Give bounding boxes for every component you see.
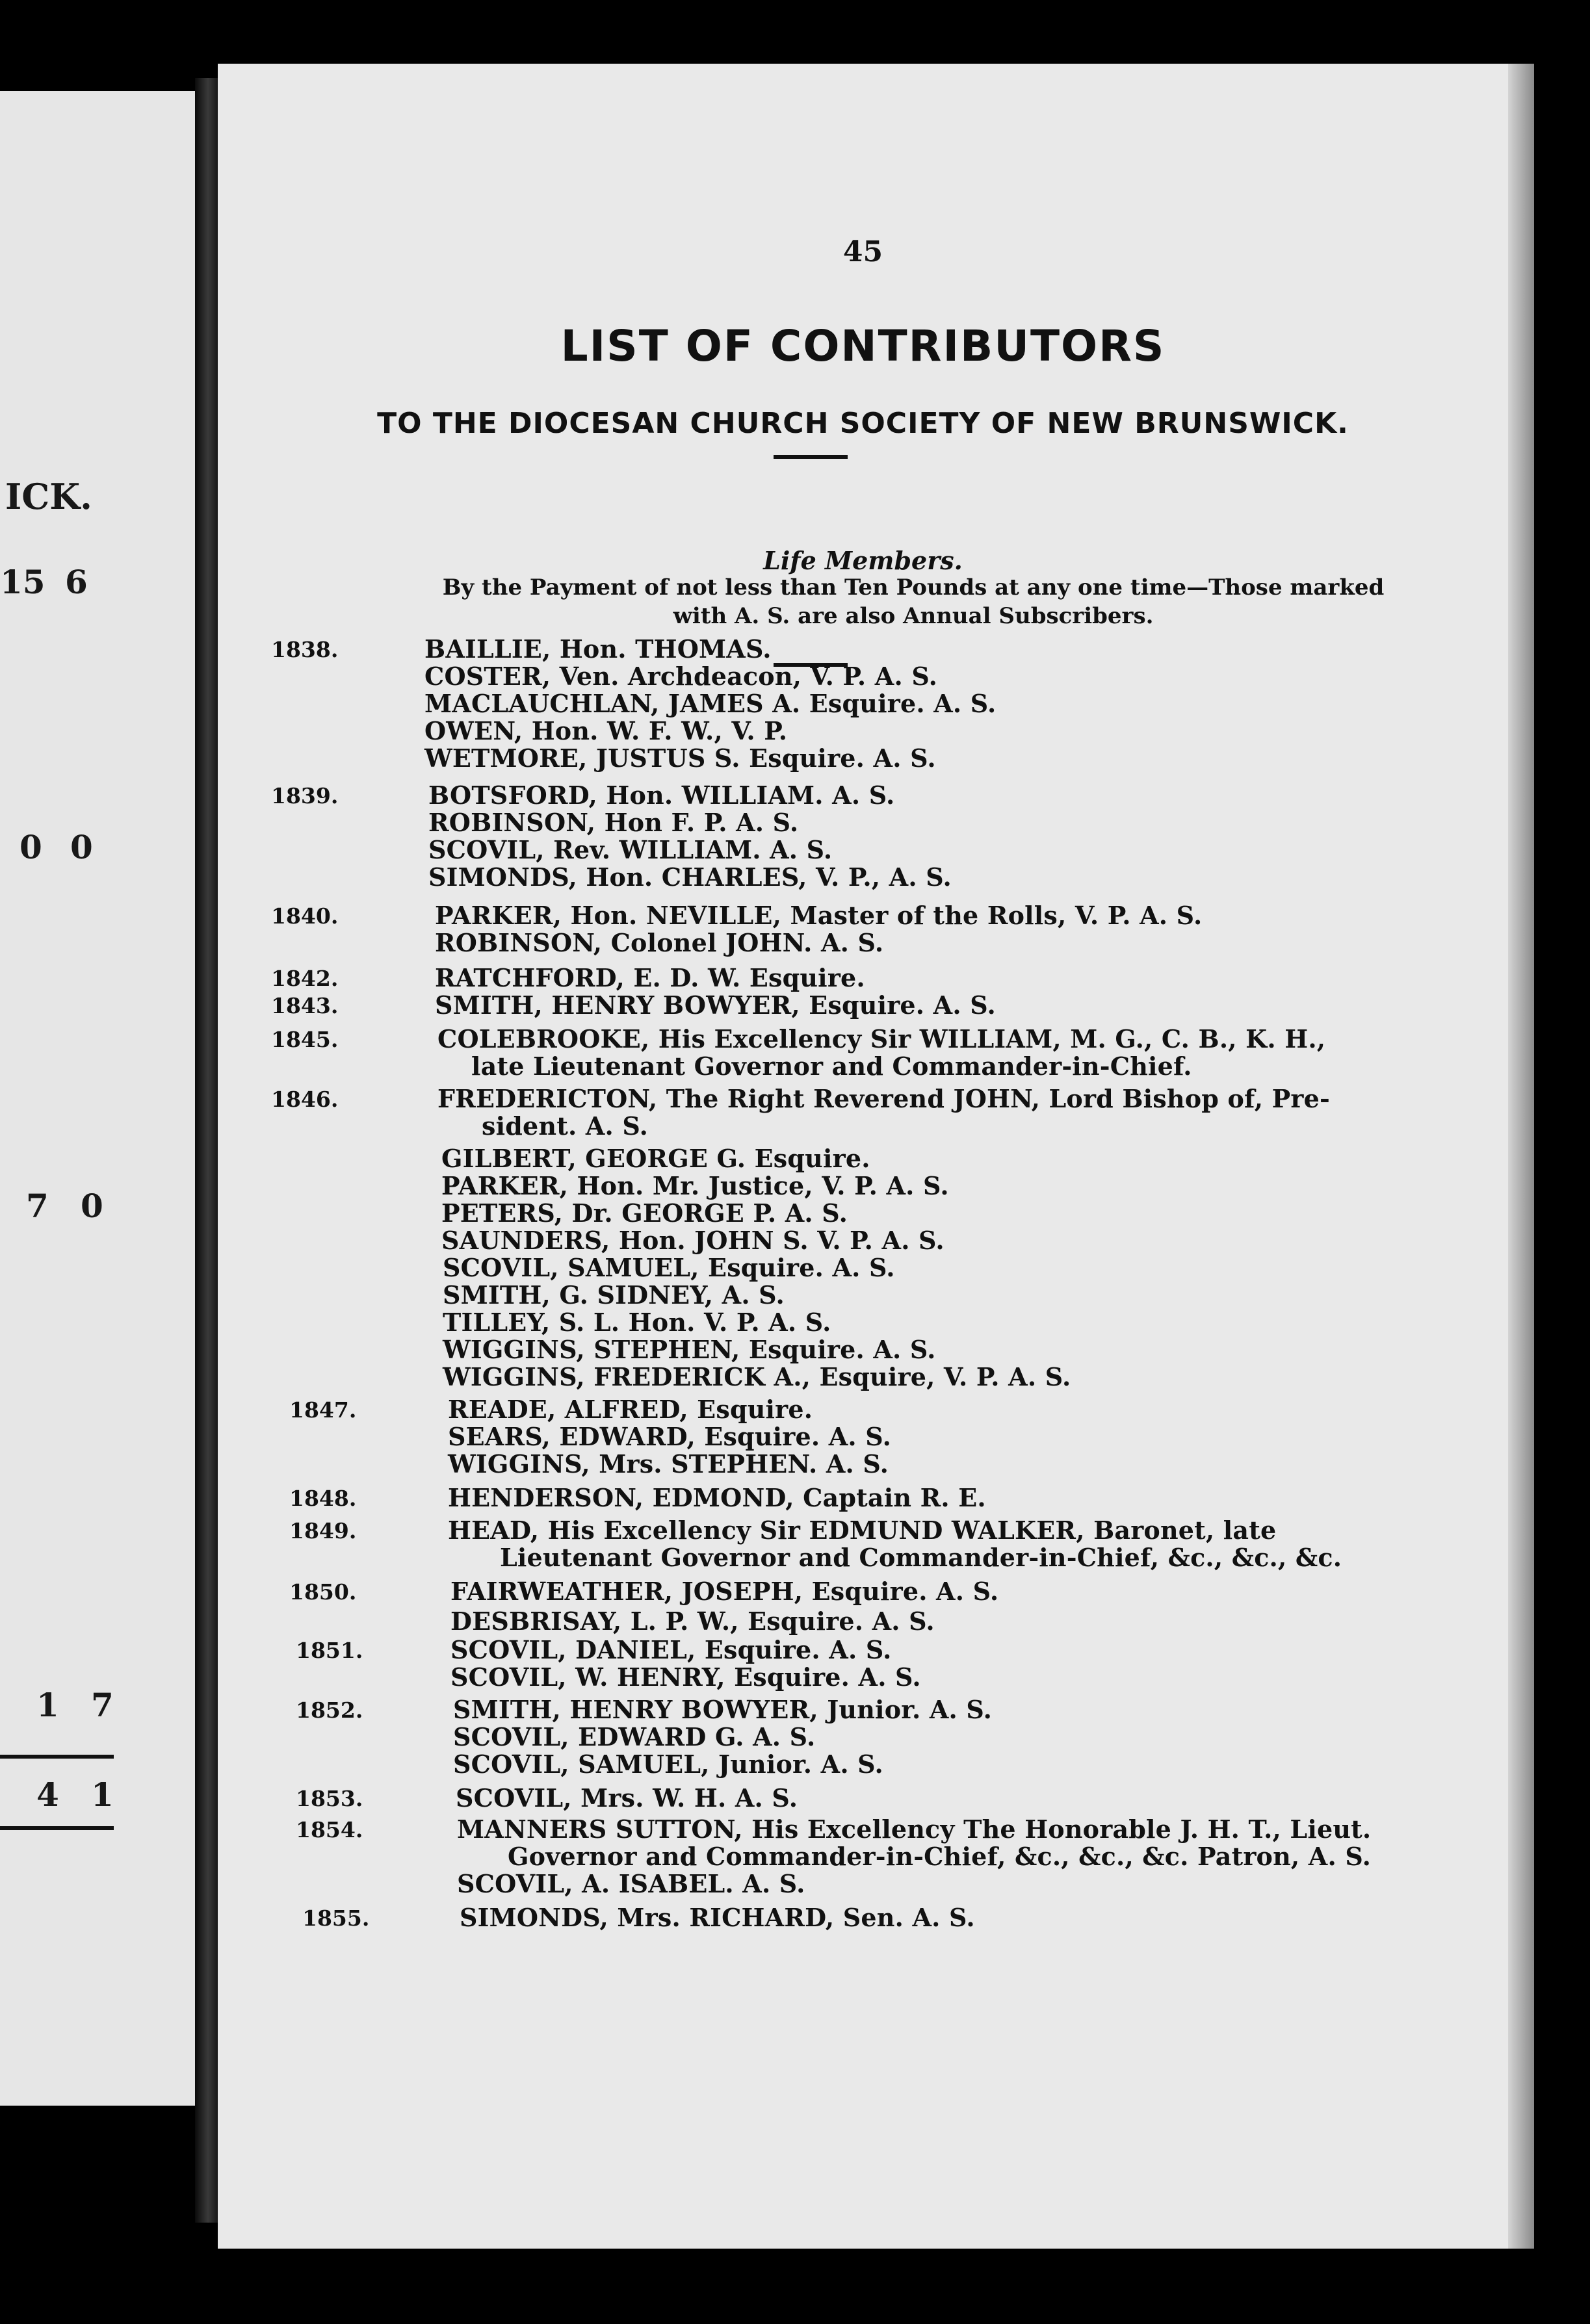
entry-text: OWEN, Hon. W. F. W., V. P.	[424, 716, 788, 745]
page-title: LIST OF CONTRIBUTORS	[560, 321, 1166, 371]
entry-text: ROBINSON, Hon F. P. A. S.	[428, 808, 799, 837]
entry-year: 1846.	[271, 1087, 339, 1112]
left-number-fragment: 15	[0, 563, 46, 601]
entry-year: 1840.	[271, 903, 339, 929]
page-edge	[1508, 64, 1534, 2249]
page-subtitle: TO THE DIOCESAN CHURCH SOCIETY OF NEW BRUNSWICK.	[377, 407, 1349, 440]
entry-text: SEARS, EDWARD, Esquire. A. S.	[448, 1422, 892, 1451]
entry-text: SIMONDS, Mrs. RICHARD, Sen. A. S.	[460, 1903, 975, 1932]
left-number-fragment: 7	[91, 1686, 114, 1724]
entry-text: SMITH, G. SIDNEY, A. S.	[443, 1280, 785, 1310]
entry-text: RATCHFORD, E. D. W. Esquire.	[435, 963, 865, 992]
left-heading-fragment: ICK.	[5, 476, 92, 517]
entry-year: 1852.	[296, 1698, 363, 1723]
entry-text: SCOVIL, W. HENRY, Esquire. A. S.	[450, 1662, 921, 1692]
entry-text: FAIRWEATHER, JOSEPH, Esquire. A. S.	[450, 1577, 999, 1606]
entry-year: 1851.	[296, 1638, 363, 1663]
left-rule	[0, 1826, 114, 1830]
entry-text: SAUNDERS, Hon. JOHN S. V. P. A. S.	[441, 1226, 945, 1255]
left-number-fragment: 0	[20, 828, 42, 866]
left-number-fragment: 7	[26, 1187, 49, 1225]
contributors-list	[218, 64, 1508, 2249]
entry-text: SCOVIL, Rev. WILLIAM. A. S.	[428, 835, 833, 864]
entry-text: PETERS, Dr. GEORGE P. A. S.	[441, 1198, 848, 1228]
entry-text: late Lieutenant Governor and Commander-in-Chief.	[471, 1052, 1192, 1081]
entry-year: 1842.	[271, 966, 339, 991]
entry-year: 1853.	[296, 1786, 363, 1811]
entry-year: 1845.	[271, 1027, 339, 1052]
entry-year: 1843.	[271, 993, 339, 1018]
entry-text: SCOVIL, SAMUEL, Esquire. A. S.	[443, 1253, 895, 1282]
page-number: 45	[842, 235, 883, 268]
left-page-fragment	[0, 91, 195, 2106]
entry-year: 1839.	[271, 783, 339, 808]
left-number-fragment: 0	[70, 828, 93, 866]
entry-text: SCOVIL, EDWARD G. A. S.	[453, 1722, 816, 1751]
entry-text: WETMORE, JUSTUS S. Esquire. A. S.	[424, 743, 936, 773]
entry-text: WIGGINS, Mrs. STEPHEN. A. S.	[448, 1449, 889, 1478]
entry-text: MANNERS SUTTON, His Excellency The Honorable J. H. T., Lieut.	[457, 1814, 1372, 1844]
intro-line-1: By the Payment of not less than Ten Pounds at any one time—Those marked	[442, 575, 1385, 600]
entry-text: SMITH, HENRY BOWYER, Esquire. A. S.	[435, 990, 996, 1020]
entry-year: 1855.	[302, 1905, 370, 1931]
entry-text: READE, ALFRED, Esquire.	[448, 1395, 813, 1424]
entry-text: TILLEY, S. L. Hon. V. P. A. S.	[443, 1308, 831, 1337]
entry-text: COSTER, Ven. Archdeacon, V. P. A. S.	[424, 662, 938, 691]
entry-text: SCOVIL, SAMUEL, Junior. A. S.	[453, 1749, 883, 1779]
section-heading: Life Members.	[763, 546, 963, 575]
entry-text: SCOVIL, DANIEL, Esquire. A. S.	[450, 1635, 892, 1664]
left-number-fragment: 1	[36, 1686, 59, 1724]
entry-text: HENDERSON, EDMOND, Captain R. E.	[448, 1483, 986, 1512]
entry-year: 1838.	[271, 637, 339, 662]
entry-year: 1848.	[289, 1486, 357, 1511]
right-page	[218, 64, 1508, 2249]
entry-year: 1854.	[296, 1817, 363, 1842]
entry-year: 1850.	[289, 1579, 357, 1605]
entry-text: ROBINSON, Colonel JOHN. A. S.	[435, 928, 884, 957]
intro-line-2: with A. S. are also Annual Subscribers.	[673, 603, 1154, 629]
entry-text: PARKER, Hon. Mr. Justice, V. P. A. S.	[441, 1171, 949, 1200]
entry-text: SIMONDS, Hon. CHARLES, V. P., A. S.	[428, 862, 952, 892]
left-number-fragment: 4	[36, 1775, 59, 1814]
entry-text: Governor and Commander-in-Chief, &c., &c., &c. Patron, A. S.	[508, 1842, 1372, 1871]
entry-text: HEAD, His Excellency Sir EDMUND WALKER, Baronet, late	[448, 1516, 1277, 1545]
entry-text: Lieutenant Governor and Commander-in-Chief, &c., &c., &c.	[500, 1543, 1342, 1572]
entry-text: BOTSFORD, Hon. WILLIAM. A. S.	[428, 781, 895, 810]
entry-text: WIGGINS, FREDERICK A., Esquire, V. P. A. S.	[443, 1362, 1071, 1391]
entry-text: WIGGINS, STEPHEN, Esquire. A. S.	[443, 1335, 936, 1364]
left-number-fragment: 6	[65, 563, 88, 601]
left-rule	[0, 1755, 114, 1759]
entry-text: sident. A. S.	[482, 1111, 649, 1141]
entry-text: COLEBROOKE, His Excellency Sir WILLIAM, M. G., C. B., K. H.,	[437, 1024, 1326, 1053]
entry-year: 1847.	[289, 1397, 357, 1423]
entry-text: SCOVIL, A. ISABEL. A. S.	[457, 1869, 805, 1898]
entry-text: BAILLIE, Hon. THOMAS.	[424, 634, 772, 664]
entry-text: SMITH, HENRY BOWYER, Junior. A. S.	[453, 1695, 993, 1724]
entry-text: DESBRISAY, L. P. W., Esquire. A. S.	[450, 1607, 935, 1636]
entry-text: FREDERICTON, The Right Reverend JOHN, Lord Bishop of, Pre-	[437, 1084, 1330, 1113]
entry-text: SCOVIL, Mrs. W. H. A. S.	[456, 1783, 798, 1813]
book-gutter	[195, 78, 221, 2223]
left-number-fragment: 0	[81, 1187, 103, 1225]
left-number-fragment: 1	[91, 1775, 114, 1814]
entry-text: GILBERT, GEORGE G. Esquire.	[441, 1144, 870, 1173]
entry-text: PARKER, Hon. NEVILLE, Master of the Rolls, V. P. A. S.	[435, 901, 1203, 930]
entry-year: 1849.	[289, 1518, 357, 1543]
entry-text: MACLAUCHLAN, JAMES A. Esquire. A. S.	[424, 689, 997, 718]
